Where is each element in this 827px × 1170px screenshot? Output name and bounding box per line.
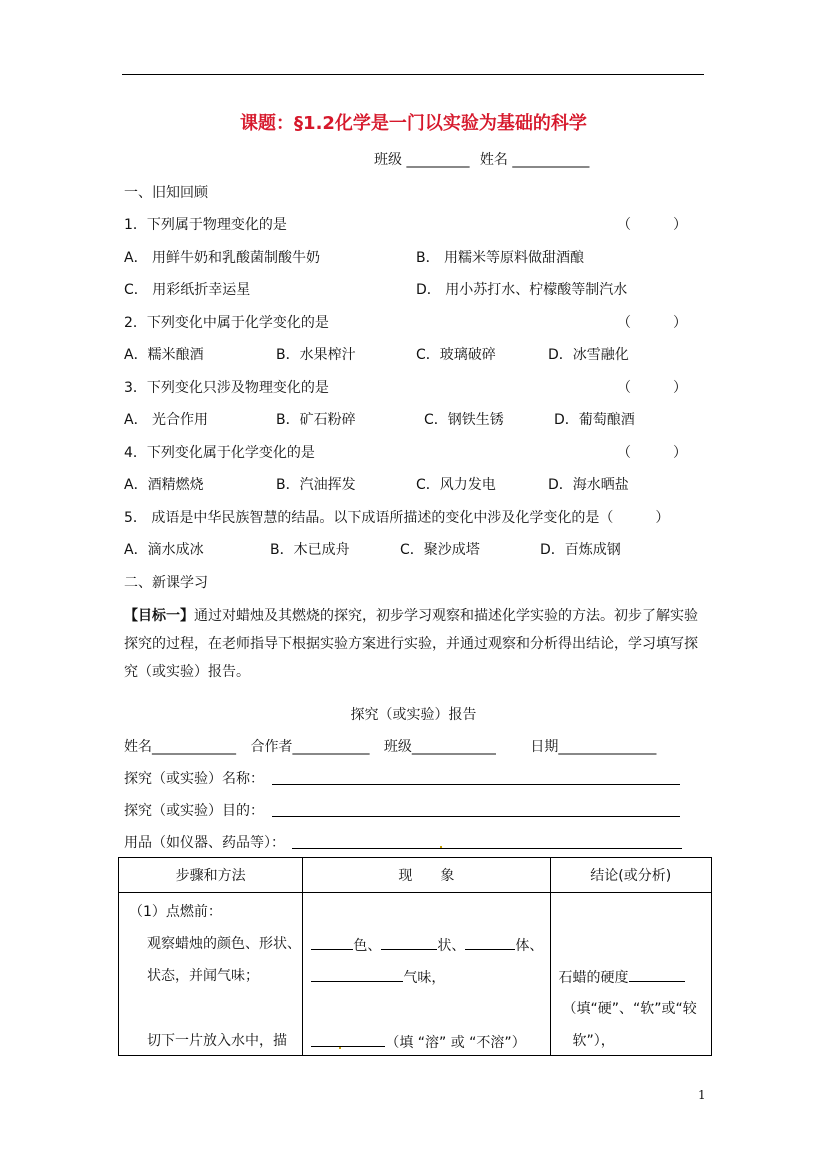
q1-option-d[interactable]: D． 用小苏打水、柠檬酸等制汽水 — [416, 282, 628, 298]
q4-option-d[interactable]: D．海水晒盐 — [548, 477, 629, 493]
question-2-paren[interactable]: （ ） — [617, 315, 687, 331]
q5-option-c[interactable]: C．聚沙成塔 — [400, 542, 480, 558]
dissolve-blank[interactable] — [311, 1032, 385, 1047]
question-4-stem: 4．下列变化属于化学变化的是 — [124, 445, 315, 461]
question-1-stem: 1．下列属于物理变化的是 — [124, 217, 287, 233]
name-label: 姓名 — [479, 152, 508, 168]
report-name-label: 姓名 — [124, 739, 152, 755]
question-3-stem: 3．下列变化只涉及物理变化的是 — [124, 380, 329, 396]
hardness-hint: （填“硬”、“软”或“较 — [562, 1001, 697, 1017]
stray-mark — [440, 846, 442, 848]
q2-option-d[interactable]: D．冰雪融化 — [548, 347, 629, 363]
col-phenomena-header: 现 象 — [303, 858, 550, 893]
q2-option-b[interactable]: B．水果榨汁 — [276, 347, 356, 363]
q1-option-b[interactable]: B． 用糯米等原料做甜酒酿 — [416, 250, 585, 266]
question-1-paren[interactable]: （ ） — [617, 217, 687, 233]
report-date-blank[interactable]: ______________ — [558, 739, 657, 755]
color-blank[interactable] — [311, 935, 353, 950]
report-name-blank[interactable]: ____________ — [152, 739, 236, 755]
report-name-field-label: 探究（或实验）名称： — [124, 771, 264, 787]
conclusion-cell — [550, 893, 711, 1056]
report-name-field-line[interactable] — [272, 784, 680, 785]
question-4-paren[interactable]: （ ） — [617, 445, 687, 461]
hardness-blank[interactable] — [629, 967, 685, 982]
question-2-stem: 2．下列变化中属于化学变化的是 — [124, 315, 329, 331]
header-rule — [122, 74, 704, 75]
report-partner-label: 合作者 — [250, 739, 293, 755]
smell-suffix: 气味， — [403, 970, 446, 986]
question-3-paren[interactable]: （ ） — [617, 380, 687, 396]
q3-option-c[interactable]: C．钢铁生锈 — [424, 412, 504, 428]
goal-one-paragraph — [124, 602, 710, 686]
q5-option-a[interactable]: A．滴水成冰 — [124, 542, 204, 558]
report-purpose-field-label: 探究（或实验）目的： — [124, 803, 264, 819]
step-line: 观察蜡烛的颜色、形状、 — [147, 936, 301, 952]
q2-option-a[interactable]: A．糯米酿酒 — [124, 347, 204, 363]
name-blank[interactable]: ___________ — [512, 152, 590, 168]
hardness-label: 石蜡的硬度 — [558, 970, 629, 986]
report-supplies-field-line[interactable] — [292, 848, 682, 849]
q1-option-c[interactable]: C． 用彩纸折幸运星 — [124, 282, 251, 298]
report-fields-row — [124, 738, 656, 756]
q5-option-b[interactable]: B．木已成舟 — [270, 542, 350, 558]
class-label: 班级 — [374, 152, 402, 168]
page-number: 1 — [698, 1088, 706, 1102]
q4-option-c[interactable]: C．风力发电 — [416, 477, 496, 493]
report-table — [118, 857, 712, 1056]
phenomena-line-2 — [311, 967, 445, 987]
section1-heading: 一、旧知回顾 — [124, 185, 208, 201]
step-line: 状态，并闻气味； — [147, 968, 259, 984]
table-row — [119, 893, 712, 1056]
q3-option-b[interactable]: B．矿石粉碎 — [276, 412, 356, 428]
class-blank[interactable]: _________ — [406, 152, 470, 168]
phenomena-line-3 — [311, 1032, 525, 1052]
smell-blank[interactable] — [311, 967, 403, 982]
shape-blank[interactable] — [381, 935, 437, 950]
report-class-label: 班级 — [383, 739, 412, 755]
q3-option-d[interactable]: D．葡萄酿酒 — [554, 412, 635, 428]
goal-one-label: 【目标一】 — [124, 608, 194, 624]
student-info — [374, 151, 589, 169]
section2-heading: 二、新课学习 — [124, 575, 208, 591]
state-suffix: 体、 — [515, 938, 544, 954]
col-steps-header: 步骤和方法 — [119, 858, 303, 893]
phenomena-line-1 — [311, 935, 543, 955]
goal-one-text: 通过对蜡烛及其燃烧的探究，初步学习观察和描述化学实验的方法。初步了解实验探究的过程，在老师指导下根据实验方案进行实验，并通过观察和分析得出结论，学习填写探究（或实验）报告。 — [124, 608, 698, 680]
q4-option-a[interactable]: A．酒精燃烧 — [124, 477, 204, 493]
step-line: 切下一片放入水中，描 — [147, 1033, 287, 1049]
report-class-blank[interactable]: ____________ — [411, 739, 496, 755]
report-partner-blank[interactable]: ___________ — [292, 739, 370, 755]
question-5-stem: 5． 成语是中华民族智慧的结晶。以下成语所描述的变化中涉及化学变化的是（ ） — [124, 510, 670, 526]
q2-option-c[interactable]: C．玻璃破碎 — [416, 347, 496, 363]
q3-option-a[interactable]: A． 光合作用 — [124, 412, 209, 428]
col-conclusion-header: 结论(或分析) — [550, 858, 711, 893]
shape-suffix: 状、 — [437, 938, 466, 954]
state-blank[interactable] — [465, 935, 515, 950]
q4-option-b[interactable]: B．汽油挥发 — [276, 477, 356, 493]
q1-option-a[interactable]: A． 用鲜牛奶和乳酸菌制酸牛奶 — [124, 250, 321, 266]
page-title: 课题：§1.2化学是一门以实验为基础的科学 — [240, 113, 587, 134]
report-table-header — [119, 858, 712, 893]
report-purpose-field-line[interactable] — [272, 816, 680, 817]
conclusion-line-1 — [559, 967, 685, 987]
report-heading: 探究（或实验）报告 — [350, 707, 477, 723]
dissolve-suffix: （填 “溶” 或 “不溶”） — [385, 1035, 526, 1051]
color-suffix: 色、 — [353, 938, 382, 954]
phenomena-cell — [303, 893, 550, 1056]
step-heading: （1）点燃前： — [129, 904, 222, 920]
stray-mark — [339, 1047, 341, 1049]
report-date-label: 日期 — [530, 739, 559, 755]
report-supplies-field-label: 用品（如仪器、药品等）： — [124, 835, 285, 851]
hardness-hint-cont: 软”）， — [572, 1033, 615, 1049]
steps-cell — [119, 893, 303, 1056]
q5-option-d[interactable]: D．百炼成钢 — [540, 542, 621, 558]
